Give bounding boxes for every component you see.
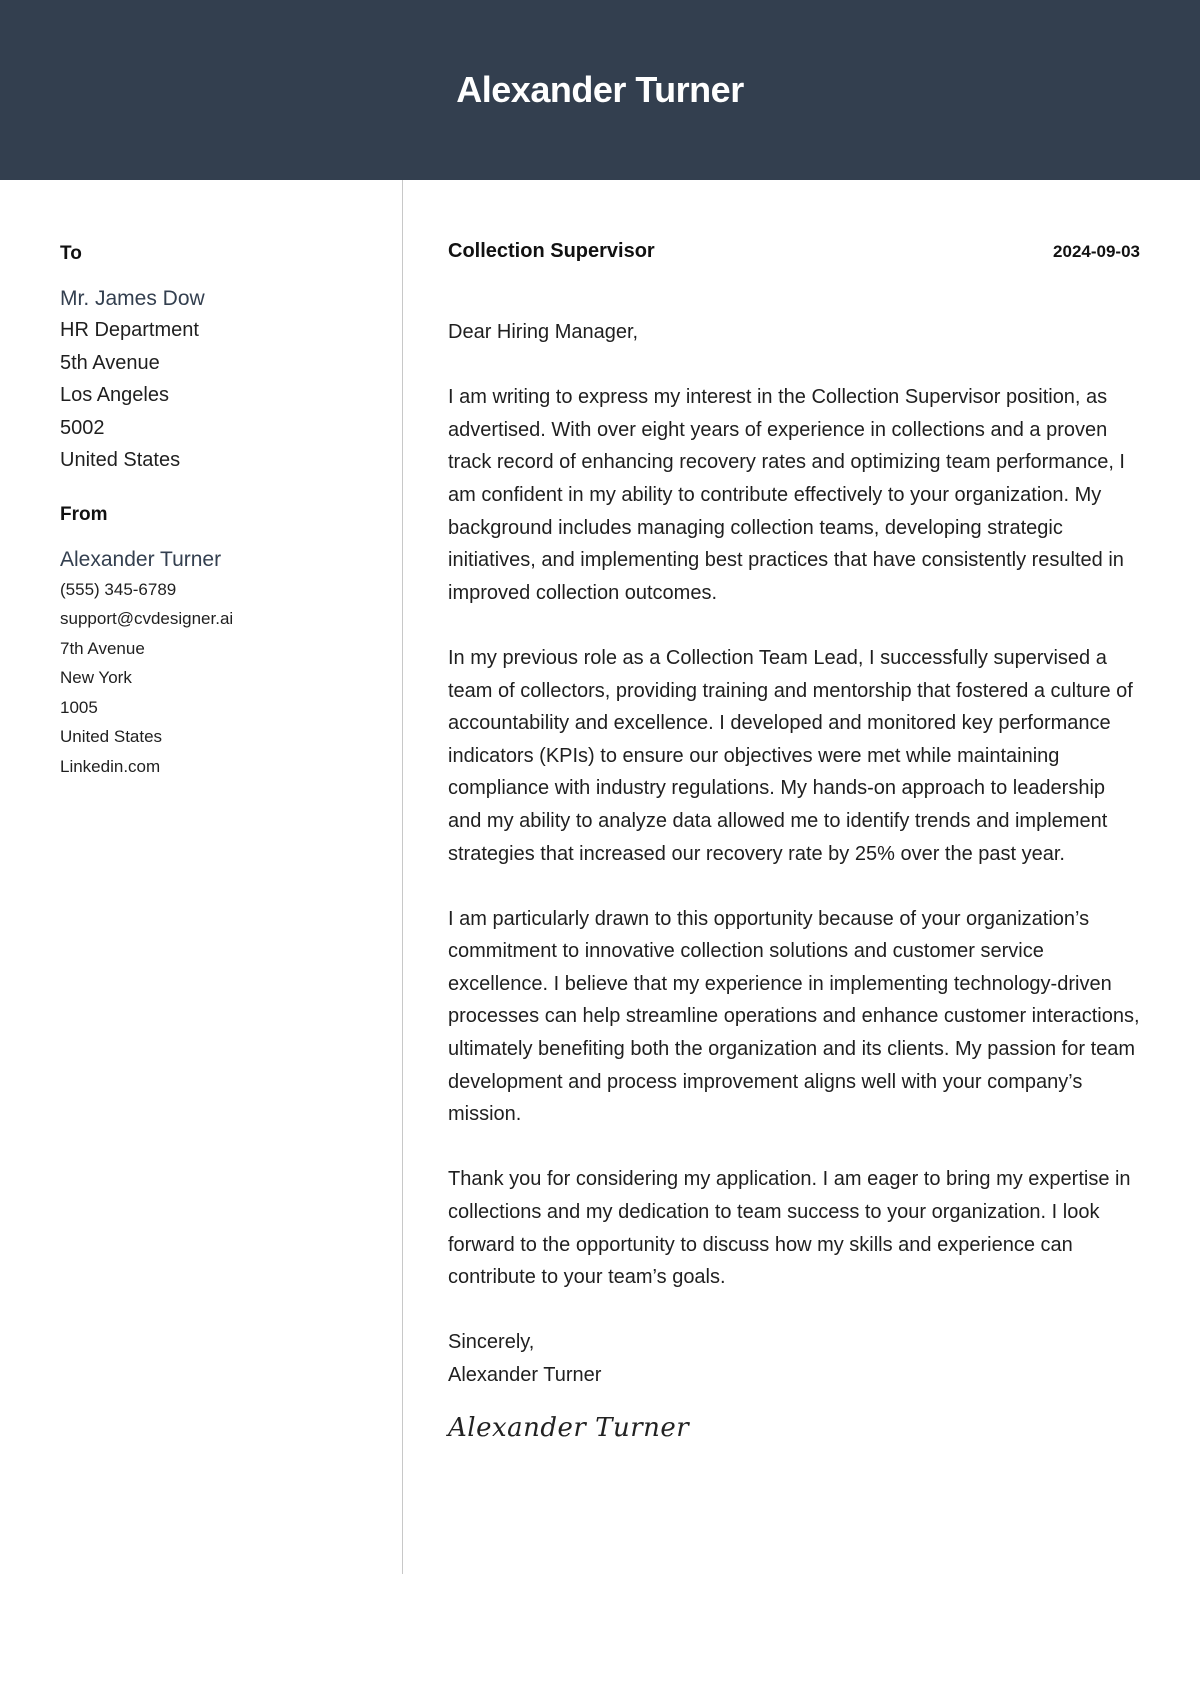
sender-phone: (555) 345-6789 xyxy=(60,579,177,599)
recipient-street: 5th Avenue xyxy=(60,351,160,374)
paragraph-3: I am particularly drawn to this opportunity because of your organization’s commitment to innovative collection solutions and customer service excellence. I believe that my experience in implementing technology-driven processes can help streamline operations and enhance customer interactions, ultimately benefiting both the organization and its clients. My passion for team development and process improvement aligns well with your company’s mission. xyxy=(448,907,1140,1126)
recipient-heading: To xyxy=(60,243,82,264)
sender-postcode: 1005 xyxy=(60,697,98,717)
recipient-city: Los Angeles xyxy=(60,384,169,406)
sender-email: support@cvdesigner.ai xyxy=(60,609,234,628)
letter-body xyxy=(448,316,1140,1444)
letter-column xyxy=(448,240,1140,1444)
paragraph-4: Thank you for considering my application. I am eager to bring my expertise in collections and my dedication to team success to your organization. I look forward to the opportunity to discuss how my skills and experience can contribute to your team’s goals. xyxy=(448,1168,1131,1289)
recipient-address xyxy=(60,314,380,477)
greeting: Dear Hiring Manager, xyxy=(448,321,639,343)
paragraph-1: I am writing to express my interest in the Collection Supervisor position, as advertised. With over eight years of experience in collections and a proven track record of enhancing recovery rates and optimizing team performance, I am confident in my ability to contribute effectively to your organization. My background includes managing collection teams, developing strategic initiatives, and implementing best practices that have consistently resulted in improved collection outcomes. xyxy=(448,386,1125,604)
recipient-department: HR Department xyxy=(60,319,199,341)
sender-name: Alexander Turner xyxy=(60,547,222,571)
recipient-block xyxy=(60,240,380,477)
sender-linkedin: Linkedin.com xyxy=(60,756,161,776)
column-divider xyxy=(402,180,403,1574)
sender-heading: From xyxy=(60,503,108,525)
contact-column xyxy=(60,240,380,781)
applicant-name-title: Alexander Turner xyxy=(456,69,744,110)
sender-city: New York xyxy=(60,668,132,687)
paragraph-2: In my previous role as a Collection Team Lead, I successfully supervised a team of collectors, providing training and mentorship that fostered a culture of accountability and excellence. I developed and monitored key performance indicators (KPIs) to ensure our objectives were met while maintaining compliance with industry regulations. My hands-on approach to leadership and my ability to analyze data allowed me to identify trends and implement strategies that increased our recovery rate by 25% over the past year. xyxy=(448,646,1133,865)
job-title: Collection Supervisor xyxy=(448,240,655,262)
closing: Sincerely, xyxy=(448,1331,535,1354)
letter-header-row xyxy=(448,240,1140,270)
recipient-country: United States xyxy=(60,449,181,471)
sender-country: United States xyxy=(60,727,163,746)
sender-block xyxy=(60,501,380,782)
signature: Alexander Turner xyxy=(448,1412,690,1443)
sender-street: 7th Avenue xyxy=(60,638,145,658)
sender-contact xyxy=(60,575,380,782)
recipient-name: Mr. James Dow xyxy=(60,287,205,310)
header-banner xyxy=(0,0,1200,180)
recipient-postcode: 5002 xyxy=(60,416,105,439)
closing-name: Alexander Turner xyxy=(448,1364,602,1386)
letter-date: 2024-09-03 xyxy=(1053,242,1140,261)
